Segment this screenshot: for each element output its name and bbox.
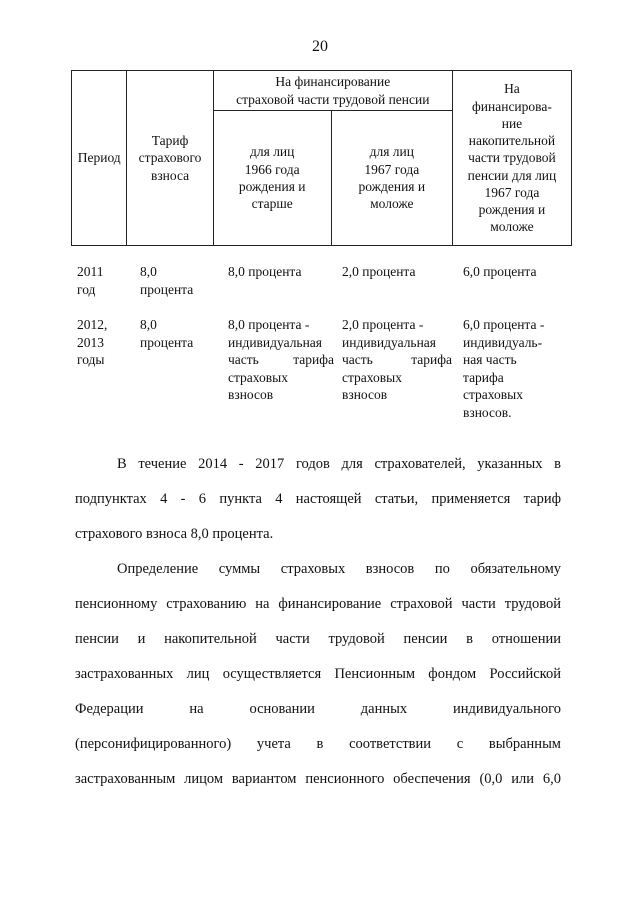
row-young: 2,0 процента - индивидуальная часть тарифа страховых взносов bbox=[342, 317, 452, 403]
text-line: Определение суммы страховых взносов по обязательному bbox=[117, 561, 561, 577]
text-line: пенсии и накопительной части трудовой пенсии в отношении bbox=[75, 631, 561, 647]
header-born-1967-and-younger: для лиц 1967 года рождения и моложе bbox=[331, 111, 452, 246]
text-line: Федерации на основании данных индивидуального bbox=[75, 701, 561, 717]
header-funded-part: На финансирова- ние накопительной части трудовой пенсии для лиц 1967 года рождения и моложе bbox=[452, 71, 571, 246]
row-tariff: 8,0 процента bbox=[140, 317, 194, 350]
header-insurance-part: На финансирование страховой части трудовой пенсии bbox=[213, 71, 452, 111]
text-line: В течение 2014 - 2017 годов для страхователей, указанных в bbox=[117, 456, 561, 472]
row-young: 2,0 процента bbox=[342, 264, 416, 279]
text-line: страхового взноса 8,0 процента. bbox=[75, 526, 274, 542]
row-old: 8,0 процента - индивидуальная часть тарифа страховых взносов bbox=[228, 317, 334, 403]
header-born-1966-and-older: для лиц 1966 года рождения и старше bbox=[213, 111, 331, 246]
row-funded: 6,0 процента bbox=[463, 264, 537, 279]
text-line: застрахованных лиц осуществляется Пенсионным фондом Российской bbox=[75, 666, 561, 682]
row-tariff: 8,0 процента bbox=[140, 264, 194, 297]
text-line: застрахованным лицом вариантом пенсионного обеспечения (0,0 или 6,0 bbox=[75, 771, 561, 787]
row-period: 2011 год bbox=[77, 264, 104, 297]
text-line: пенсионному страхованию на финансирование страховой части трудовой bbox=[75, 596, 561, 612]
text-line: подпунктах 4 - 6 пункта 4 настоящей статьи, применяется тариф bbox=[75, 491, 561, 507]
text-line: (персонифицированного) учета в соответствии с выбранным bbox=[75, 736, 561, 752]
row-old: 8,0 процента bbox=[228, 264, 302, 279]
header-tariff: Тариф страхового взноса bbox=[127, 71, 213, 246]
tariff-table-header bbox=[71, 70, 572, 246]
header-period: Период bbox=[72, 71, 127, 246]
row-funded: 6,0 процента - индивидуаль- ная часть тарифа страховых взносов. bbox=[463, 317, 545, 420]
row-period: 2012, 2013 годы bbox=[77, 317, 108, 368]
page-number: 20 bbox=[312, 38, 328, 55]
